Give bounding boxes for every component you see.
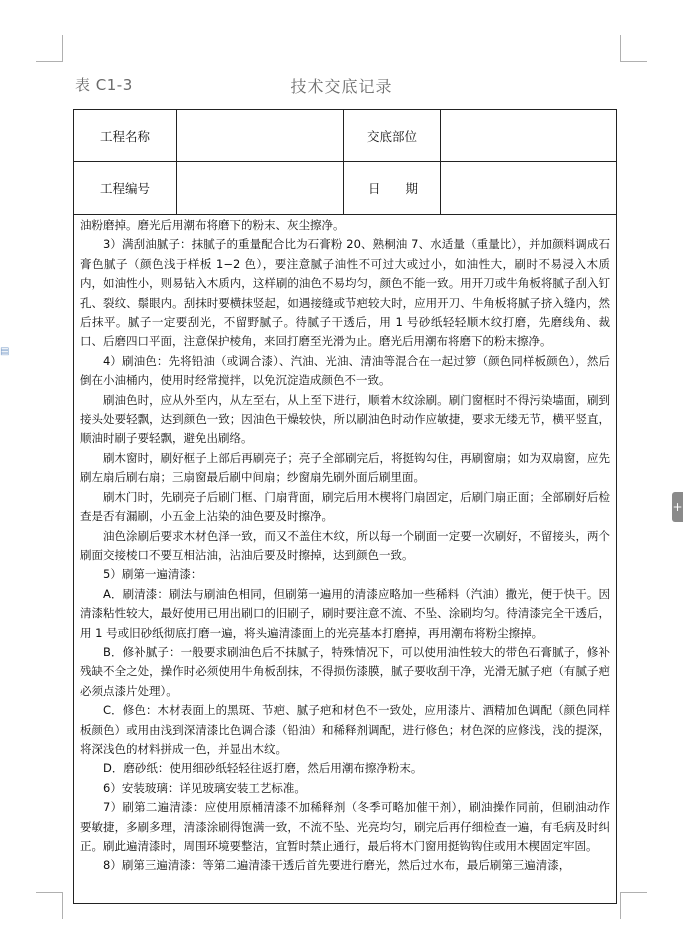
project-no-value[interactable] [177, 162, 344, 214]
date-label: 日 期 [344, 162, 441, 214]
content-paragraph: 7）刷第二遍清漆：应使用原桶清漆不加稀释剂（冬季可略加催干剂），刷油操作同前，但刷油动作要敏捷，多刷多理，清漆涂刷得饱满一致，不流不坠、光亮均匀，刷完后再仔细检查一遍，有毛病及时纠正。刷此遍清漆时，周围环境要整洁，宜暂时禁止通行，最后将木门窗用挺钩钩住或用木楔固定牢固。 [80, 800, 610, 853]
form-number: 表 C1-3 [75, 76, 133, 94]
header-fields [74, 110, 616, 215]
content-paragraph: A．刷清漆：刷法与刷油色相同，但刷第一遍用的清漆应略加一些稀料（汽油）撒光，便于快干。因清漆粘性较大，最好使用已用出刷口的旧刷子，刷时要注意不流、不坠、涂刷均匀。待清漆完全干透后，用 1 号或旧砂纸彻底打磨一遍，将头遍清漆面上的光亮基本打磨掉，再用潮布将粉尘擦掉。 [80, 586, 610, 640]
expand-panel-tab[interactable]: + [672, 492, 683, 522]
content-paragraph: 油粉磨掉。磨光后用潮布将磨下的粉末、灰尘擦净。 [80, 218, 345, 232]
content-paragraph: 刷木窗时，刷好框子上部后再刷亮子；亮子全部刷完后，将挺钩勾住，再刷窗扇；如为双扇窗，应先刷左扇后刷右扇；三扇窗最后刷中间扇；纱窗扇先刷外面后刷里面。 [80, 450, 610, 485]
content-paragraph: C．修色：木材表面上的黑斑、节疤、腻子疤和材色不一致处，应用漆片、酒精加色调配（颜色同样板颜色）或用由浅到深清漆比色调合漆（铅油）和稀释剂调配，进行修色；材色深的应修浅，浅的提深，将深浅色的材料拼成一色，并显出木纹。 [80, 703, 610, 756]
project-name-value[interactable] [177, 110, 344, 162]
content-paragraph: 油色涂刷后要求木材色泽一致，而又不盖住木纹，所以每一个刷面一定要一次刷好，不留接头，两个刷面交接棱口不要互相沾油，沾油后要及时擦掉，达到颜色一致。 [80, 528, 610, 562]
project-name-label: 工程名称 [74, 110, 177, 162]
crop-mark-bottom-right [620, 892, 647, 919]
crop-mark-bottom-left [36, 892, 63, 919]
handover-record-table [73, 109, 617, 904]
content-paragraph: 6）安装玻璃：详见玻璃安装工艺标准。 [103, 780, 306, 795]
content-paragraph: B．修补腻子：一般要求刷油色后不抹腻子，特殊情况下，可以使用油性较大的带色石膏腻子，修补残缺不全之处，操作时必须使用牛角板刮抹，不得损伤漆膜，腻子要收刮干净，光滑无腻子疤（有腻子疤必须点漆片处理）。 [80, 644, 610, 698]
content-paragraph: 5）刷第一遍清漆： [103, 567, 203, 582]
handover-content[interactable] [74, 215, 616, 876]
handover-part-value[interactable] [441, 110, 616, 162]
project-no-label: 工程编号 [74, 162, 177, 214]
content-paragraph: 4）刷油色：先将铅油（或调合漆）、汽油、光油、清油等混合在一起过箩（颜色同样板颜色），然后倒在小油桶内，使用时经常搅拌，以免沉淀造成颜色不一致。 [80, 353, 610, 388]
crop-mark-top-left [36, 35, 63, 62]
crop-mark-top-right [620, 35, 647, 62]
content-paragraph: 8）刷第三遍清漆：等第二遍清漆干透后首先要进行磨光，然后过水布，最后刷第三遍清漆， [103, 858, 571, 873]
page-title: 技术交底记录 [290, 77, 393, 96]
content-paragraph: 刷木门时，先刷亮子后刷门框、门扇背面，刷完后用木楔将门扇固定，后刷门扇正面；全部刷好后检查是否有漏刷，小五金上沾染的油色要及时擦净。 [80, 489, 610, 524]
content-paragraph: 3）满刮油腻子：抹腻子的重量配合比为石膏粉 20、熟桐油 7、水适量（重量比），并加颜料调成石膏色腻子（颜色浅于样板 1−2 色），要注意腻子油性不可过大或过小，如油性大，刷时不易浸入木质内，如油性小，则易钻入木质内，这样刷的油色不易均匀，颜色不能一致。用开刀或牛角板将腻子刮入钉孔、裂纹、鬃眼内。刮抹时要横抹竖起，如遇接缝或节疤较大时，应用开刀、牛角板将腻子挤入缝内，然后抹平。腻子一定要刮光，不留野腻子。待腻子干透后，用 1 号砂纸轻轻顺木纹打磨，先磨线角、裁口、后磨四口平面，注意保护棱角，来回打磨至光滑为止。磨光后用潮布将磨下的粉末擦净。 [80, 237, 610, 349]
date-value[interactable] [441, 162, 616, 214]
document-side-icon[interactable]: ▤ [0, 346, 10, 357]
content-paragraph: D．磨砂纸：使用细砂纸轻轻往返打磨，然后用潮布擦净粉末。 [103, 761, 423, 776]
handover-part-label: 交底部位 [344, 110, 441, 162]
content-paragraph: 刷油色时，应从外至内，从左至右，从上至下进行，顺着木纹涂刷。刷门窗框时不得污染墙面，刷到接头处要轻飘，达到颜色一致；因油色干燥较快，所以刷油色时动作应敏捷，要求无缕无节，横平竖直，顺油时刷子要轻飘，避免出刷络。 [80, 392, 610, 446]
